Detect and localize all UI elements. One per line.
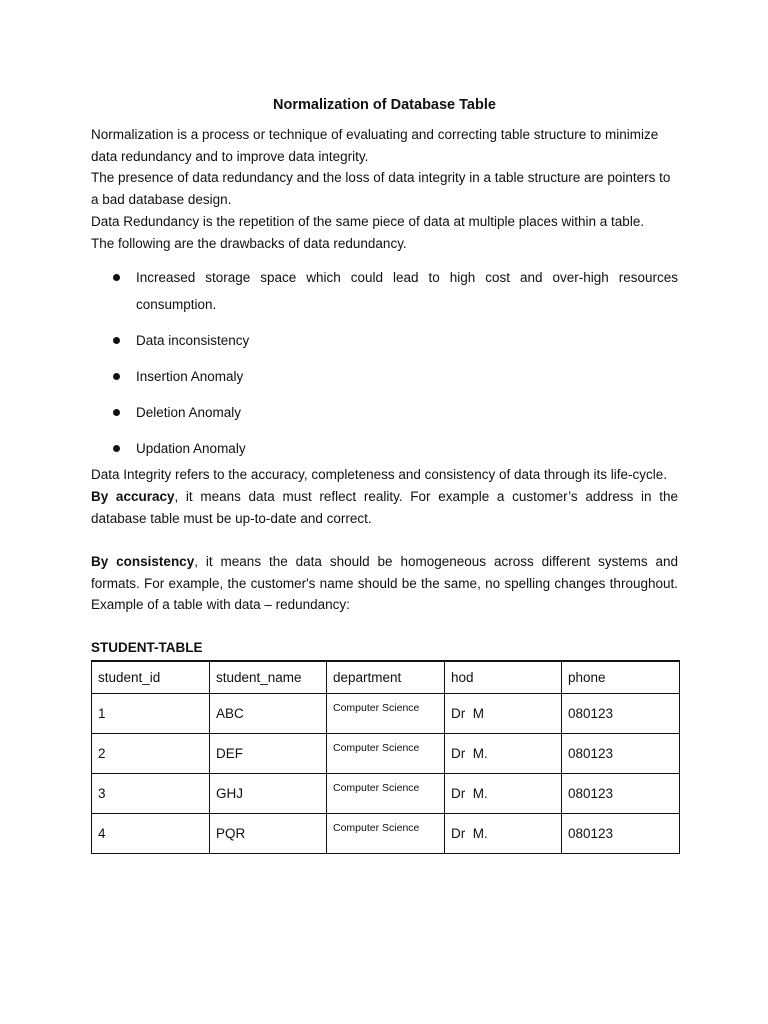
table-cell: 1 — [92, 694, 210, 734]
list-item-text: Updation Anomaly — [136, 441, 246, 457]
intro-paragraph-2: The presence of data redundancy and the loss of data integrity in a table structure are pointers to a bad database design. — [91, 170, 671, 208]
bullet-icon — [113, 409, 120, 416]
accuracy-paragraph — [91, 486, 678, 529]
drawbacks-list — [91, 264, 678, 462]
list-item-text: Insertion Anomaly — [136, 369, 244, 385]
table-row — [92, 694, 680, 734]
bullet-icon — [113, 337, 120, 344]
table-cell: 080123 — [562, 734, 680, 774]
bullet-icon — [113, 373, 120, 380]
column-header: hod — [445, 661, 562, 694]
table-header-row — [92, 661, 680, 694]
table-cell: Computer Science — [327, 694, 445, 734]
table-row — [92, 774, 680, 814]
table-cell: DEF — [210, 734, 327, 774]
table-cell: 4 — [92, 814, 210, 854]
table-cell: 2 — [92, 734, 210, 774]
column-header: student_name — [210, 661, 327, 694]
table-cell: Computer Science — [327, 814, 445, 854]
table-cell: ABC — [210, 694, 327, 734]
table-cell: 3 — [92, 774, 210, 814]
bullet-icon — [113, 274, 120, 281]
paragraph-spacer — [91, 529, 678, 551]
table-cell: GHJ — [210, 774, 327, 814]
consistency-paragraph — [91, 551, 694, 616]
column-header: department — [327, 661, 445, 694]
page-title: Normalization of Database Table — [273, 97, 496, 113]
list-item — [91, 264, 678, 318]
table-cell: Dr M. — [445, 774, 562, 814]
document-page — [91, 94, 694, 854]
bullet-icon — [113, 445, 120, 452]
table-cell: Computer Science — [327, 774, 445, 814]
list-item — [91, 363, 678, 390]
table-row — [92, 734, 680, 774]
table-cell: 080123 — [562, 814, 680, 854]
intro-paragraph-1: Normalization is a process or technique of evaluating and correcting table structure to minimize data redundancy and to improve data integrity. — [91, 127, 659, 164]
integrity-paragraph: Data Integrity refers to the accuracy, completeness and consistency of data through its life-cycle. — [91, 467, 668, 483]
table-row — [92, 814, 680, 854]
column-header: student_id — [92, 661, 210, 694]
list-item — [91, 399, 678, 426]
table-cell: PQR — [210, 814, 327, 854]
table-cell: Dr M — [445, 694, 562, 734]
student-table — [91, 660, 680, 854]
intro-paragraph-3: Data Redundancy is the repetition of the same piece of data at multiple places within a table. — [91, 213, 645, 229]
accuracy-label: By accuracy — [91, 488, 175, 504]
accuracy-text: , it means data must reflect reality. For example a customer’s address in the database table must be up-to-date and correct. — [91, 488, 678, 526]
table-cell: Dr M. — [445, 734, 562, 774]
list-item — [91, 327, 678, 354]
list-item-text: Data inconsistency — [136, 333, 250, 349]
column-header: phone — [562, 661, 680, 694]
table-cell: 080123 — [562, 694, 680, 734]
consistency-label: By consistency — [91, 554, 195, 570]
table-title: STUDENT-TABLE — [91, 640, 203, 656]
table-cell: Computer Science — [327, 734, 445, 774]
list-item — [91, 435, 678, 462]
intro-paragraph-4: The following are the drawbacks of data redundancy. — [91, 235, 407, 251]
table-cell: 080123 — [562, 774, 680, 814]
table-cell: Dr M. — [445, 814, 562, 854]
consistency-text: , it means the data should be homogeneous across different systems and formats. For example, the customer's name should be the same, no spelling changes throughout. Example of a table with data – redundancy: — [91, 554, 694, 613]
list-item-text: Deletion Anomaly — [136, 405, 242, 421]
list-item-text: Increased storage space which could lead to high cost and over-high resources consumption. — [136, 270, 678, 313]
